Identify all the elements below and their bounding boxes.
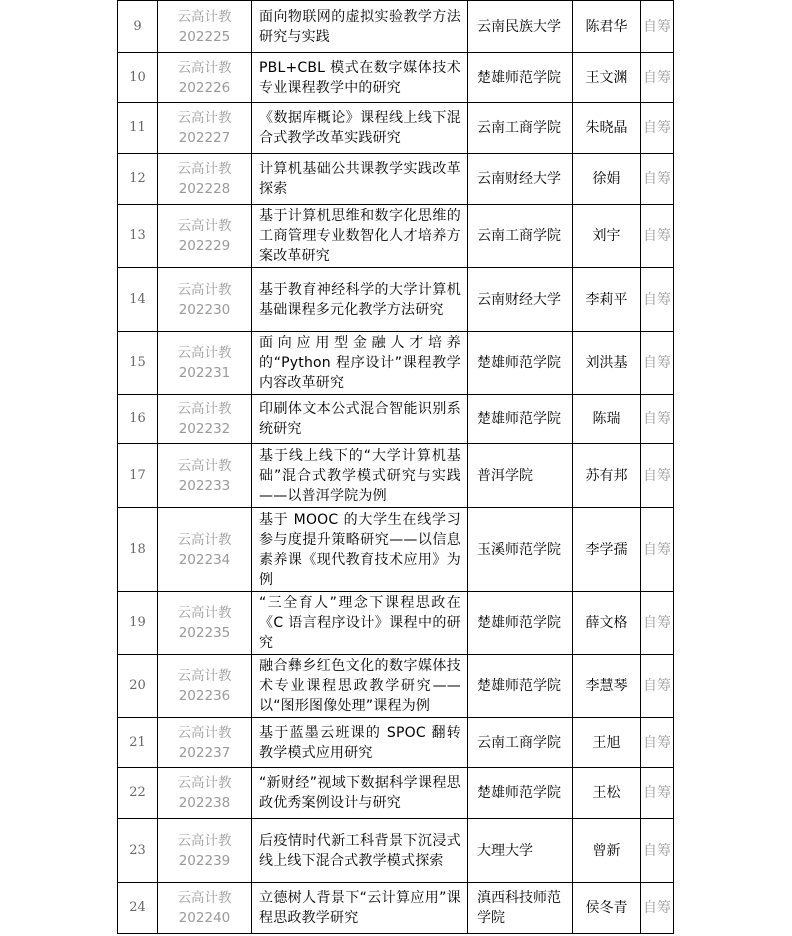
institution: 楚雄师范学院 (468, 592, 573, 655)
funding-type: 自筹 (641, 718, 674, 768)
row-number: 21 (118, 718, 158, 768)
table-row (118, 395, 674, 444)
institution: 大理大学 (468, 819, 573, 883)
table-row (118, 154, 674, 205)
funding-type: 自筹 (641, 883, 674, 934)
project-code-number: 202232 (178, 421, 231, 437)
project-code-prefix: 云高计教 (177, 457, 232, 474)
row-number: 10 (118, 53, 158, 103)
project-code-number: 202225 (178, 28, 231, 45)
project-code (158, 332, 252, 395)
project-code-prefix: 云高计教 (177, 668, 232, 684)
project-title: 面向物联网的虚拟实验教学方法研究与实践 (252, 1, 468, 53)
project-leader: 王松 (573, 768, 641, 819)
project-leader: 徐娟 (573, 154, 641, 205)
project-code-prefix: 云高计教 (177, 161, 232, 177)
project-code (158, 444, 252, 508)
project-code-number: 202233 (178, 477, 231, 494)
project-code-number: 202238 (178, 795, 231, 811)
row-number: 19 (118, 592, 158, 655)
project-leader: 侯冬青 (573, 883, 641, 934)
institution: 玉溪师范学院 (468, 508, 573, 592)
row-number: 14 (118, 268, 158, 332)
project-title: 基于计算机思维和数字化思维的工商管理专业数智化人才培养方案改革研究 (252, 205, 468, 268)
project-title: 基于教育神经科学的大学计算机基础课程多元化教学方法研究 (252, 268, 468, 332)
institution: 楚雄师范学院 (468, 768, 573, 819)
funding-type: 自筹 (641, 1, 674, 53)
funding-type: 自筹 (641, 655, 674, 718)
project-code-prefix: 云高计教 (177, 531, 232, 548)
project-table-body (118, 1, 674, 934)
project-code-prefix: 云高计教 (177, 832, 232, 849)
project-table (117, 0, 674, 934)
project-code-number: 202226 (178, 79, 231, 96)
project-code-number: 202240 (178, 910, 231, 926)
project-leader: 李学孺 (573, 508, 641, 592)
institution: 楚雄师范学院 (468, 395, 573, 444)
project-code-prefix: 云高计教 (177, 281, 232, 298)
funding-type: 自筹 (641, 53, 674, 103)
project-code (158, 883, 252, 934)
row-number: 13 (118, 205, 158, 268)
project-title: 后疫情时代新工科背景下沉浸式线上线下混合式教学模式探索 (252, 819, 468, 883)
project-code-prefix: 云高计教 (177, 110, 232, 126)
project-code (158, 592, 252, 655)
project-title: 融合彝乡红色文化的数字媒体技术专业课程思政教学研究——以“图形图像处理”课程为例 (252, 655, 468, 718)
project-title: 基于蓝墨云班课的 SPOC 翻转教学模式应用研究 (252, 718, 468, 768)
project-code-number: 202227 (178, 130, 231, 146)
funding-type: 自筹 (641, 819, 674, 883)
project-code-number: 202234 (178, 551, 231, 568)
project-code-number: 202231 (178, 365, 231, 381)
project-code-number: 202228 (178, 181, 231, 197)
project-title: 《数据库概论》课程线上线下混合式教学改革实践研究 (252, 103, 468, 154)
project-title: 基于 MOOC 的大学生在线学习参与度提升策略研究——以信息素养课《现代教育技术应用》为例 (252, 508, 468, 592)
table-row (118, 53, 674, 103)
project-code-number: 202239 (178, 852, 231, 869)
institution: 云南工商学院 (468, 718, 573, 768)
project-code (158, 508, 252, 592)
funding-type: 自筹 (641, 205, 674, 268)
project-leader: 王旭 (573, 718, 641, 768)
funding-type: 自筹 (641, 395, 674, 444)
table-row (118, 103, 674, 154)
project-leader: 李莉平 (573, 268, 641, 332)
project-leader: 陈瑞 (573, 395, 641, 444)
project-code (158, 103, 252, 154)
table-row (118, 268, 674, 332)
row-number: 16 (118, 395, 158, 444)
funding-type: 自筹 (641, 268, 674, 332)
institution: 楚雄师范学院 (468, 53, 573, 103)
funding-type: 自筹 (641, 592, 674, 655)
table-row (118, 819, 674, 883)
project-title: 计算机基础公共课教学实践改革探索 (252, 154, 468, 205)
row-number: 20 (118, 655, 158, 718)
project-leader: 李慧琴 (573, 655, 641, 718)
project-title: 基于线上线下的“大学计算机基础”混合式教学模式研究与实践——以普洱学院为例 (252, 444, 468, 508)
project-title: PBL+CBL 模式在数字媒体技术专业课程教学中的研究 (252, 53, 468, 103)
institution: 滇西科技师范学院 (468, 883, 573, 934)
project-title: “三全育人”理念下课程思政在《C 语言程序设计》课程中的研究 (252, 592, 468, 655)
institution: 云南财经大学 (468, 154, 573, 205)
project-code (158, 655, 252, 718)
project-code-prefix: 云高计教 (177, 605, 232, 621)
project-leader: 刘宇 (573, 205, 641, 268)
project-code (158, 268, 252, 332)
project-title: “新财经”视域下数据科学课程思政优秀案例设计与研究 (252, 768, 468, 819)
institution: 楚雄师范学院 (468, 332, 573, 395)
row-number: 22 (118, 768, 158, 819)
project-code (158, 768, 252, 819)
row-number: 18 (118, 508, 158, 592)
project-code-number: 202235 (178, 625, 231, 641)
project-code (158, 819, 252, 883)
project-code-number: 202230 (178, 301, 231, 318)
project-code (158, 395, 252, 444)
funding-type: 自筹 (641, 444, 674, 508)
table-row (118, 592, 674, 655)
project-leader: 朱晓晶 (573, 103, 641, 154)
institution: 云南工商学院 (468, 103, 573, 154)
project-leader: 薛文格 (573, 592, 641, 655)
row-number: 12 (118, 154, 158, 205)
funding-type: 自筹 (641, 154, 674, 205)
project-code (158, 718, 252, 768)
project-code-number: 202236 (178, 688, 231, 704)
project-leader: 陈君华 (573, 1, 641, 53)
table-row (118, 444, 674, 508)
institution: 普洱学院 (468, 444, 573, 508)
project-code-number: 202237 (178, 744, 231, 761)
funding-type: 自筹 (641, 508, 674, 592)
table-row (118, 768, 674, 819)
project-leader: 曾新 (573, 819, 641, 883)
project-code (158, 154, 252, 205)
project-leader: 王文渊 (573, 53, 641, 103)
table-row (118, 718, 674, 768)
row-number: 23 (118, 819, 158, 883)
institution: 云南民族大学 (468, 1, 573, 53)
project-code-prefix: 云高计教 (177, 8, 232, 25)
funding-type: 自筹 (641, 332, 674, 395)
funding-type: 自筹 (641, 103, 674, 154)
project-leader: 苏有邦 (573, 444, 641, 508)
table-row (118, 1, 674, 53)
table-row (118, 655, 674, 718)
project-code-prefix: 云高计教 (177, 775, 232, 791)
table-row (118, 205, 674, 268)
project-code (158, 53, 252, 103)
institution: 云南工商学院 (468, 205, 573, 268)
project-code-prefix: 云高计教 (177, 59, 232, 76)
row-number: 9 (118, 1, 158, 53)
project-code-prefix: 云高计教 (177, 345, 232, 361)
project-title: 立德树人背景下“云计算应用”课程思政教学研究 (252, 883, 468, 934)
project-code (158, 1, 252, 53)
project-code-prefix: 云高计教 (177, 724, 232, 741)
row-number: 11 (118, 103, 158, 154)
institution: 云南财经大学 (468, 268, 573, 332)
project-code-number: 202229 (178, 238, 231, 254)
project-title: 印刷体文本公式混合智能识别系统研究 (252, 395, 468, 444)
funding-type: 自筹 (641, 768, 674, 819)
project-code-prefix: 云高计教 (177, 890, 232, 906)
institution: 楚雄师范学院 (468, 655, 573, 718)
table-row (118, 332, 674, 395)
row-number: 15 (118, 332, 158, 395)
table-row (118, 508, 674, 592)
project-title: 面向应用型金融人才培养的“Python 程序设计”课程教学内容改革研究 (252, 332, 468, 395)
row-number: 17 (118, 444, 158, 508)
row-number: 24 (118, 883, 158, 934)
project-code (158, 205, 252, 268)
project-leader: 刘洪基 (573, 332, 641, 395)
project-code-prefix: 云高计教 (177, 218, 232, 234)
project-code-prefix: 云高计教 (177, 401, 232, 417)
table-row (118, 883, 674, 934)
